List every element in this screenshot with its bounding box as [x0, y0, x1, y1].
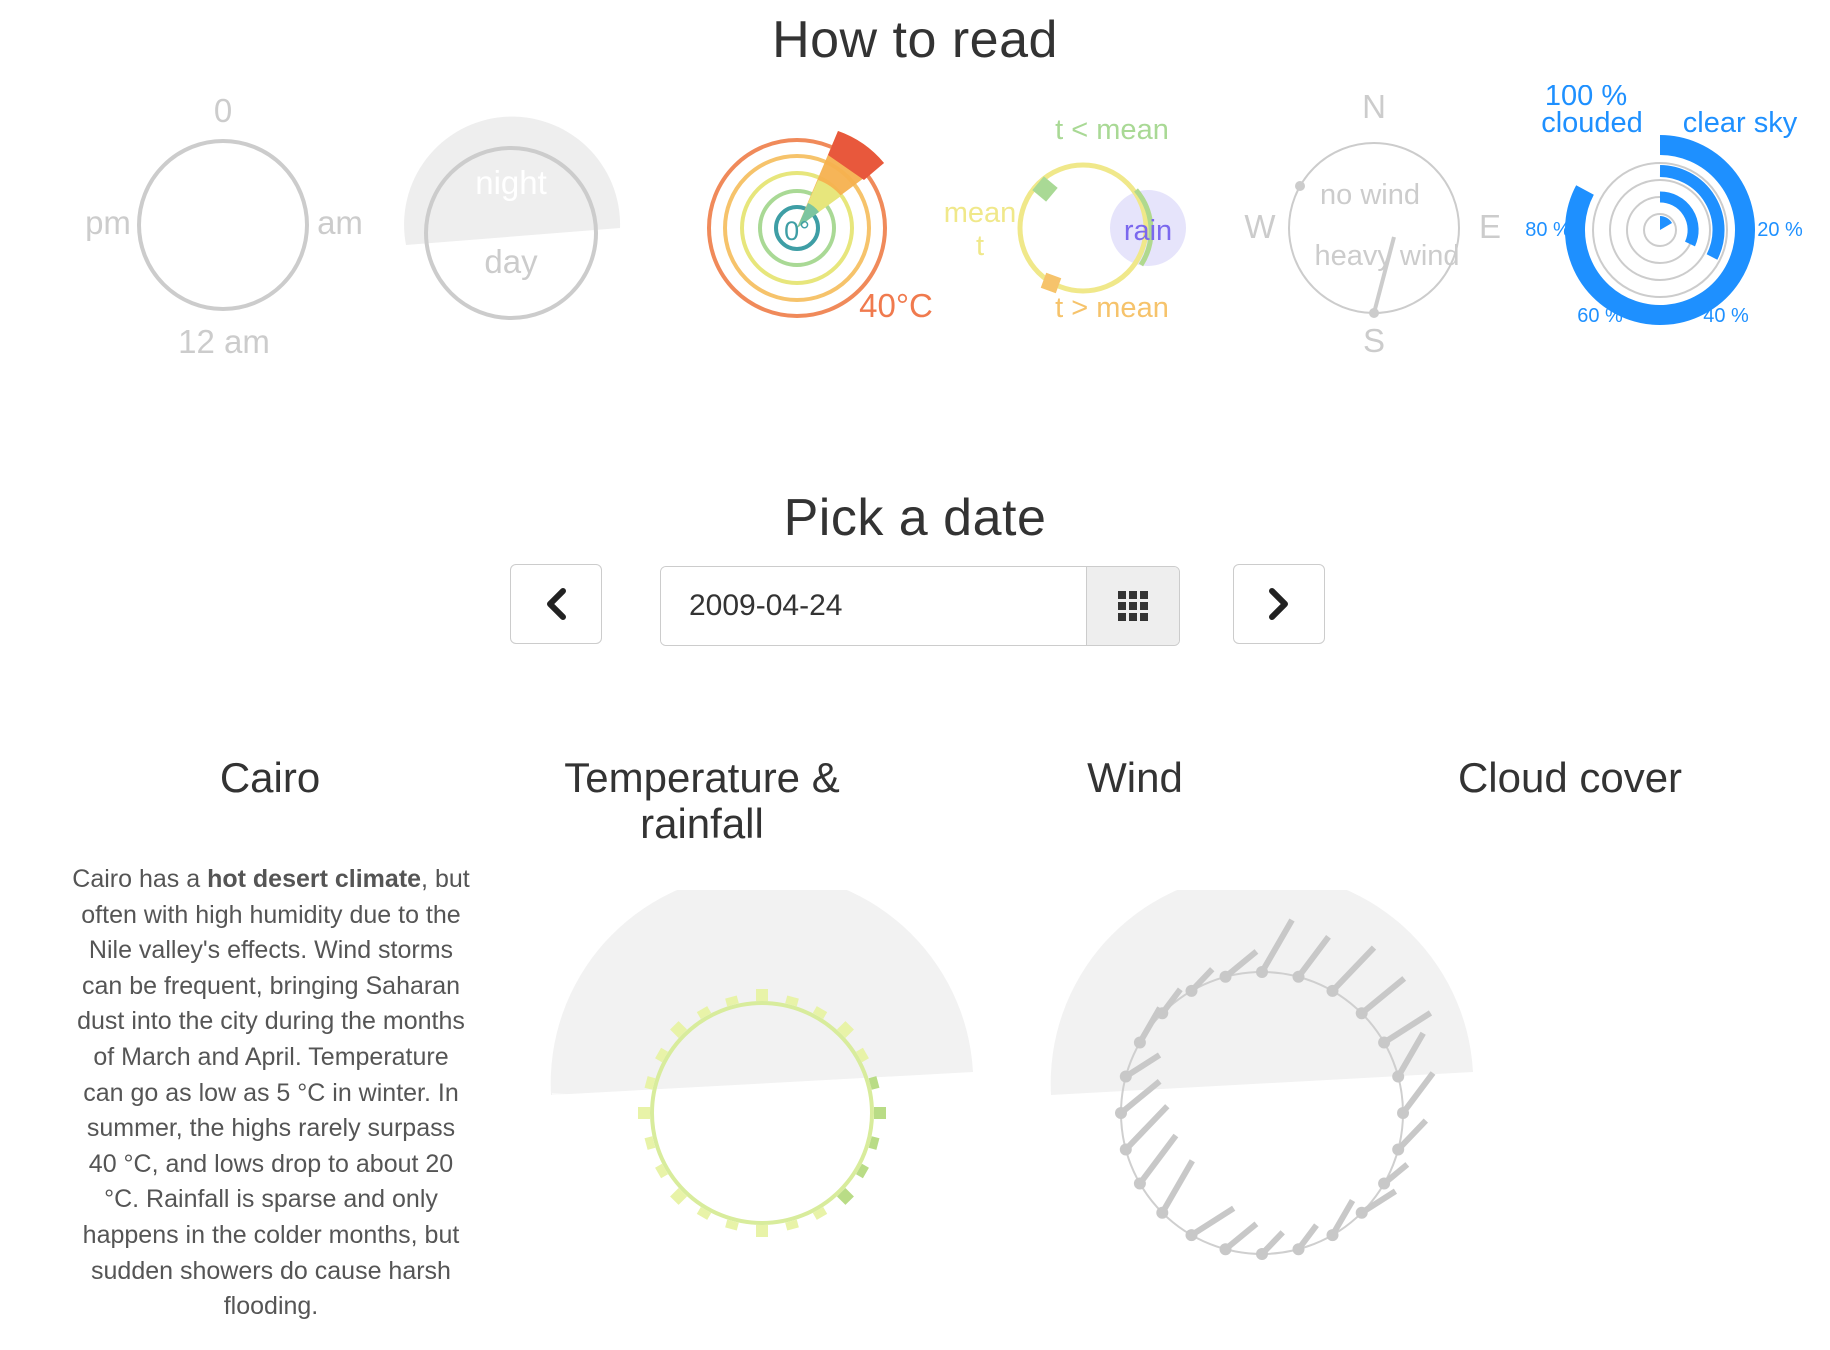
temperature-tick	[859, 1169, 866, 1173]
temperature-rainfall-chart	[540, 890, 1000, 1270]
daynight-legend	[404, 117, 620, 318]
mean-left-label-1: mean	[943, 197, 1017, 229]
mean-above-label: t < mean	[1055, 114, 1169, 146]
clock-bottom-label: 12 am	[178, 323, 270, 360]
temperature-tick	[818, 1210, 822, 1217]
wind-barb	[1140, 1136, 1176, 1184]
wind-north-label: N	[1362, 88, 1386, 125]
description-prefix: Cairo has a	[72, 865, 208, 893]
cloud-60-label: 60 %	[1577, 305, 1623, 327]
clock-right-label: am	[317, 204, 363, 241]
heavy-wind-label: heavy wind	[1314, 240, 1460, 272]
wind-barb	[1162, 1161, 1192, 1213]
cloud-full-label-2: clouded	[1541, 107, 1643, 139]
cloud-20-label: 20 %	[1757, 219, 1803, 241]
wind-legend	[1244, 88, 1501, 359]
chevron-left-icon	[544, 587, 568, 621]
grid-calendar-icon	[1117, 590, 1149, 622]
clock-legend	[85, 92, 363, 360]
night-label: night	[475, 164, 547, 201]
description-rest: , but often with high humidity due to the Nile valley's effects. Wind storms can be frequent, bringing Saharan dust into the city during the months of March and April. Temperature can go as low as 5 °C in winter. In summer, the highs rarely surpass 40 °C, and lows drop to about 20 °C. Rainfall is sparse and only happens in the colder months, but sudden showers do cause harsh flooding.	[77, 865, 470, 1321]
how-to-read-legend	[0, 85, 1830, 375]
temperature-outer-label: 40°C	[859, 287, 933, 324]
pick-date-title: Pick a date	[783, 489, 1047, 547]
rain-label: rain	[1123, 215, 1173, 247]
temperature-tick	[658, 1053, 665, 1057]
wind-barb	[1403, 1073, 1433, 1113]
temperature-tick	[658, 1169, 665, 1173]
date-input[interactable]	[661, 567, 1086, 645]
cloud-80-label: 80 %	[1525, 219, 1571, 241]
temperature-tick	[702, 1210, 706, 1217]
temperature-rainfall-title: Temperature & rainfall	[564, 754, 840, 847]
temperature-tick	[870, 1142, 878, 1144]
previous-date-button[interactable]	[510, 564, 602, 644]
temperature-scale-legend	[709, 131, 933, 324]
wind-title: Wind	[1087, 754, 1183, 801]
mean-below-label: t > mean	[1055, 292, 1169, 324]
temperature-tick	[791, 997, 793, 1005]
temperature-tick	[646, 1082, 654, 1084]
wind-barb	[1384, 1164, 1407, 1183]
description-bold: hot desert climate	[207, 865, 422, 893]
mean-rain-legend	[944, 114, 1186, 324]
city-name: Cairo	[219, 754, 321, 801]
temperature-tick	[731, 997, 733, 1005]
how-to-read-title: How to read	[772, 11, 1058, 69]
temperature-tick	[841, 1192, 849, 1200]
temperature-tick	[841, 1025, 849, 1033]
chevron-right-icon	[1267, 587, 1291, 621]
day-label: day	[484, 243, 538, 280]
cloud-legend	[1525, 85, 1803, 327]
clear-sky-label: clear sky	[1682, 107, 1798, 139]
temperature-tick	[674, 1025, 682, 1033]
temperature-center-label: 0°	[784, 216, 810, 246]
wind-barb	[1226, 1224, 1257, 1249]
no-wind-label: no wind	[1320, 179, 1420, 211]
wind-east-label: E	[1478, 208, 1502, 245]
wind-south-label: S	[1362, 322, 1386, 359]
temperature-tick	[859, 1053, 866, 1057]
date-input-group	[660, 566, 1180, 646]
temperature-tick	[818, 1009, 822, 1016]
temperature-tick	[870, 1082, 878, 1084]
next-date-button[interactable]	[1233, 564, 1325, 644]
temperature-tick	[674, 1192, 682, 1200]
temperature-tick	[791, 1221, 793, 1229]
temperature-tick	[731, 1221, 733, 1229]
calendar-button[interactable]	[1086, 567, 1179, 645]
wind-barb	[1192, 1208, 1234, 1235]
wind-west-label: W	[1244, 208, 1276, 245]
temperature-tick	[646, 1142, 654, 1144]
wind-barb	[1126, 1106, 1167, 1149]
city-description	[72, 862, 470, 1325]
clock-left-label: pm	[85, 204, 131, 241]
temperature-tick	[702, 1009, 706, 1016]
clock-top-label: 0	[213, 92, 233, 129]
mean-left-label-2: t	[975, 230, 985, 262]
cloud-cover-title: Cloud cover	[1457, 754, 1683, 801]
wind-barb	[1362, 1191, 1396, 1212]
wind-barb	[1262, 1232, 1283, 1254]
cloud-40-label: 40 %	[1703, 305, 1749, 327]
cloud-full-label-1: 100 %	[1544, 85, 1628, 112]
wind-chart	[1040, 890, 1500, 1270]
wind-night-sector	[1051, 890, 1473, 1095]
